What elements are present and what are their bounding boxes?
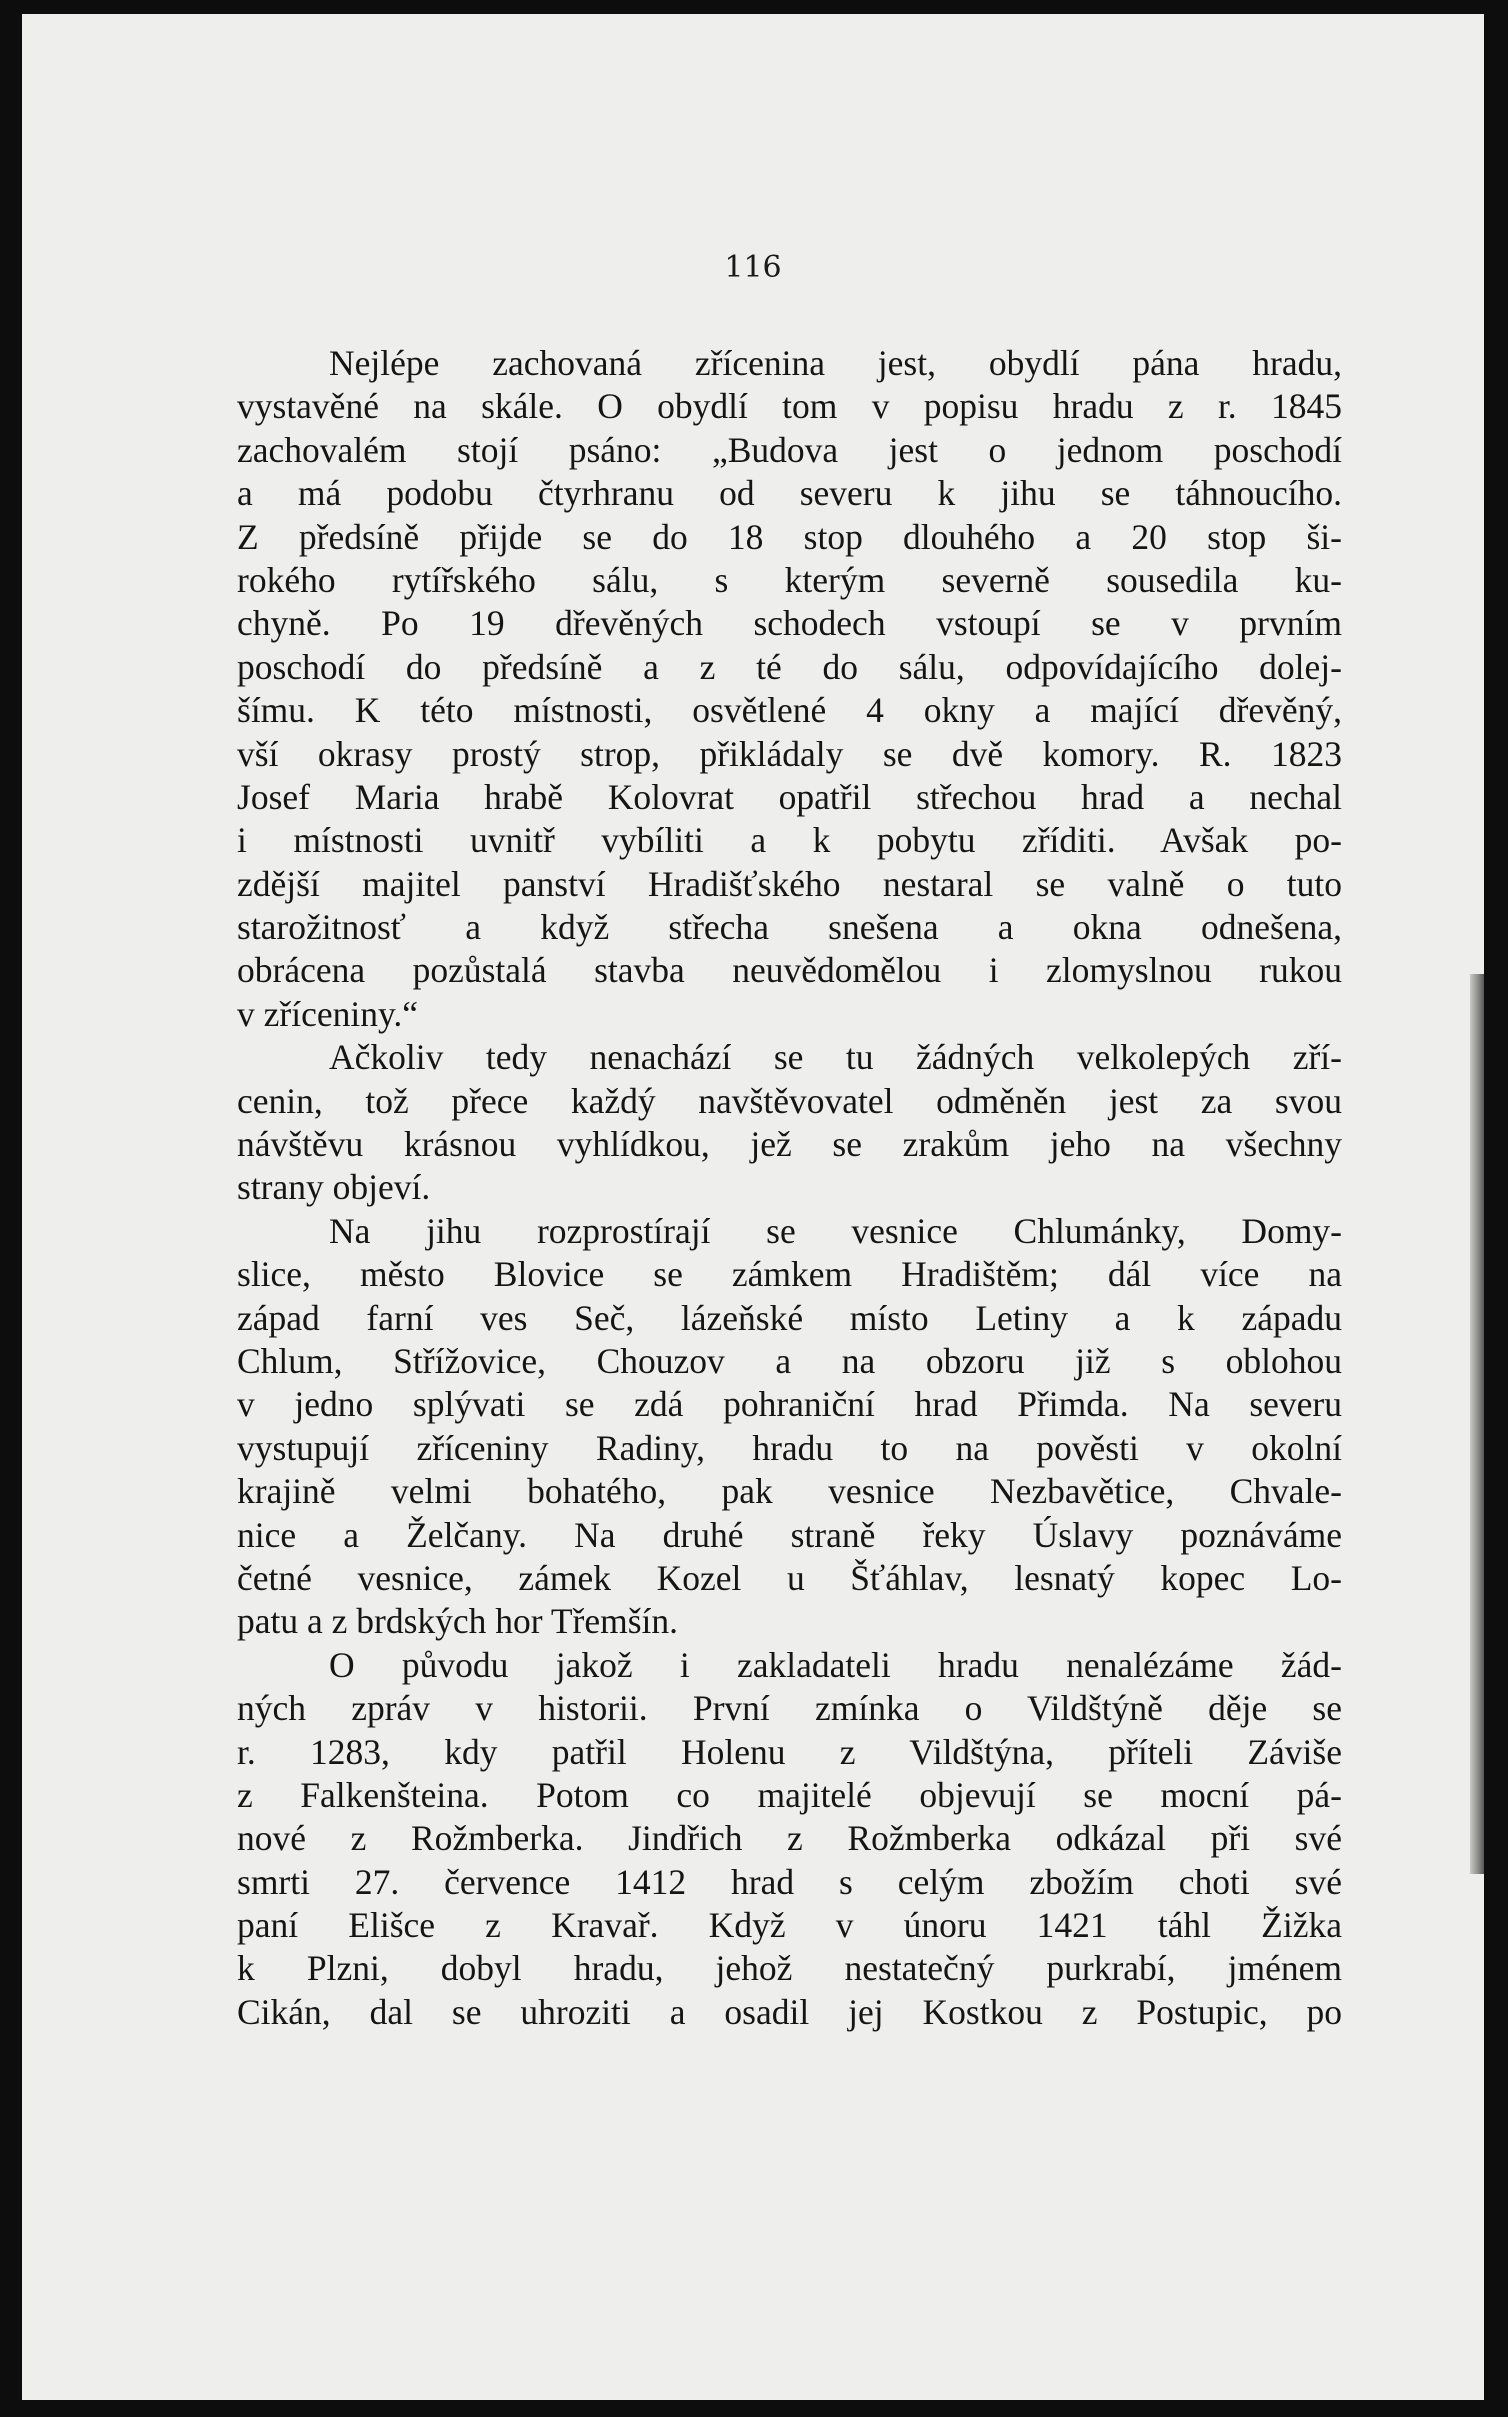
text-line: rokého rytířského sálu, s kterým severně sousedila ku- [237,559,1342,600]
text-line: r. 1283, kdy patřil Holenu z Vildštýna, příteli Záviše [237,1731,1342,1772]
text-line: Nejlépe zachovaná zřícenina jest, obydlí pána hradu, [329,343,1342,383]
text-line: poschodí do předsíně a z té do sálu, odpovídajícího dolej- [237,646,1342,687]
book-page [22,14,1484,2400]
text-line: patu a z brdských hor Třemšín. [237,1601,679,1642]
text-line: paní Elišce z Kravař. Když v únoru 1421 táhl Žižka [237,1905,1342,1946]
text-line: strany objeví. [237,1167,431,1208]
text-line: obrácena pozůstalá stavba neuvědomělou i zlomyslnou rukou [237,950,1342,991]
text-line: návštěvu krásnou vyhlídkou, jež se zrakům jeho na všechny [237,1124,1342,1165]
text-line: krajině velmi bohatého, pak vesnice Nezbavětice, Chvale- [237,1471,1342,1512]
text-line: smrti 27. července 1412 hrad s celým zbožím choti své [237,1861,1342,1902]
text-line: západ farní ves Seč, lázeňské místo Letiny a k západu [237,1297,1342,1338]
text-line: i místnosti uvnitř vybíliti a k pobytu zříditi. Avšak po- [237,820,1342,861]
text-line: Chlum, Střížovice, Chouzov a na obzoru již s oblohou [237,1340,1342,1381]
body-text [237,342,1342,2034]
page-number: 116 [724,250,782,285]
text-line: starožitnosť a když střecha snešena a okna odnešena, [237,907,1342,948]
text-line: zachovalém stojí psáno: „Budova jest o jednom poschodí [237,429,1342,470]
text-line: ných zpráv v historii. První zmínka o Vildštýně děje se [237,1688,1342,1729]
text-line: z Falkenšteina. Potom co majitelé objevují se mocní pá- [237,1774,1342,1815]
page-edge-shadow [1470,974,1484,1874]
text-line: Ačkoliv tedy nenachází se tu žádných velkolepých zří- [329,1037,1342,1078]
text-line: k Plzni, dobyl hradu, jehož nestatečný purkrabí, jménem [237,1948,1342,1989]
text-line: Josef Maria hrabě Kolovrat opatřil střechou hrad a nechal [237,776,1342,817]
text-line: zdější majitel panství Hradišťského nestaral se valně o tuto [237,863,1342,904]
text-line: četné vesnice, zámek Kozel u Šťáhlav, lesnatý kopec Lo- [237,1557,1342,1598]
text-line: O původu jakož i zakladateli hradu nenalézáme žád- [329,1644,1342,1685]
text-line: cenin, tož přece každý navštěvovatel odměněn jest za svou [237,1080,1342,1121]
text-line: v zříceniny.“ [237,993,419,1034]
text-line: šímu. K této místnosti, osvětlené 4 okny a mající dřevěný, [237,690,1342,731]
text-line: slice, město Blovice se zámkem Hradištěm; dál více na [237,1254,1342,1295]
text-line: vystupují zříceniny Radiny, hradu to na pověsti v okolní [237,1427,1342,1468]
text-line: Na jihu rozprostírají se vesnice Chlumánky, Domy- [329,1210,1342,1251]
text-line: v jedno splývati se zdá pohraniční hrad Přimda. Na severu [237,1384,1342,1425]
text-line: vší okrasy prostý strop, přikládaly se dvě komory. R. 1823 [237,733,1342,774]
text-line: nové z Rožmberka. Jindřich z Rožmberka odkázal při své [237,1818,1342,1859]
text-line: chyně. Po 19 dřevěných schodech vstoupí se v prvním [237,603,1342,644]
text-line: Z předsíně přijde se do 18 stop dlouhého a 20 stop ši- [237,516,1342,557]
text-line: Cikán, dal se uhroziti a osadil jej Kostkou z Postupic, po [237,1991,1342,2032]
text-line: nice a Želčany. Na druhé straně řeky Úslavy poznáváme [237,1514,1342,1555]
text-line: vystavěné na skále. O obydlí tom v popisu hradu z r. 1845 [237,386,1342,427]
text-line: a má podobu čtyrhranu od severu k jihu se táhnoucího. [237,473,1342,514]
